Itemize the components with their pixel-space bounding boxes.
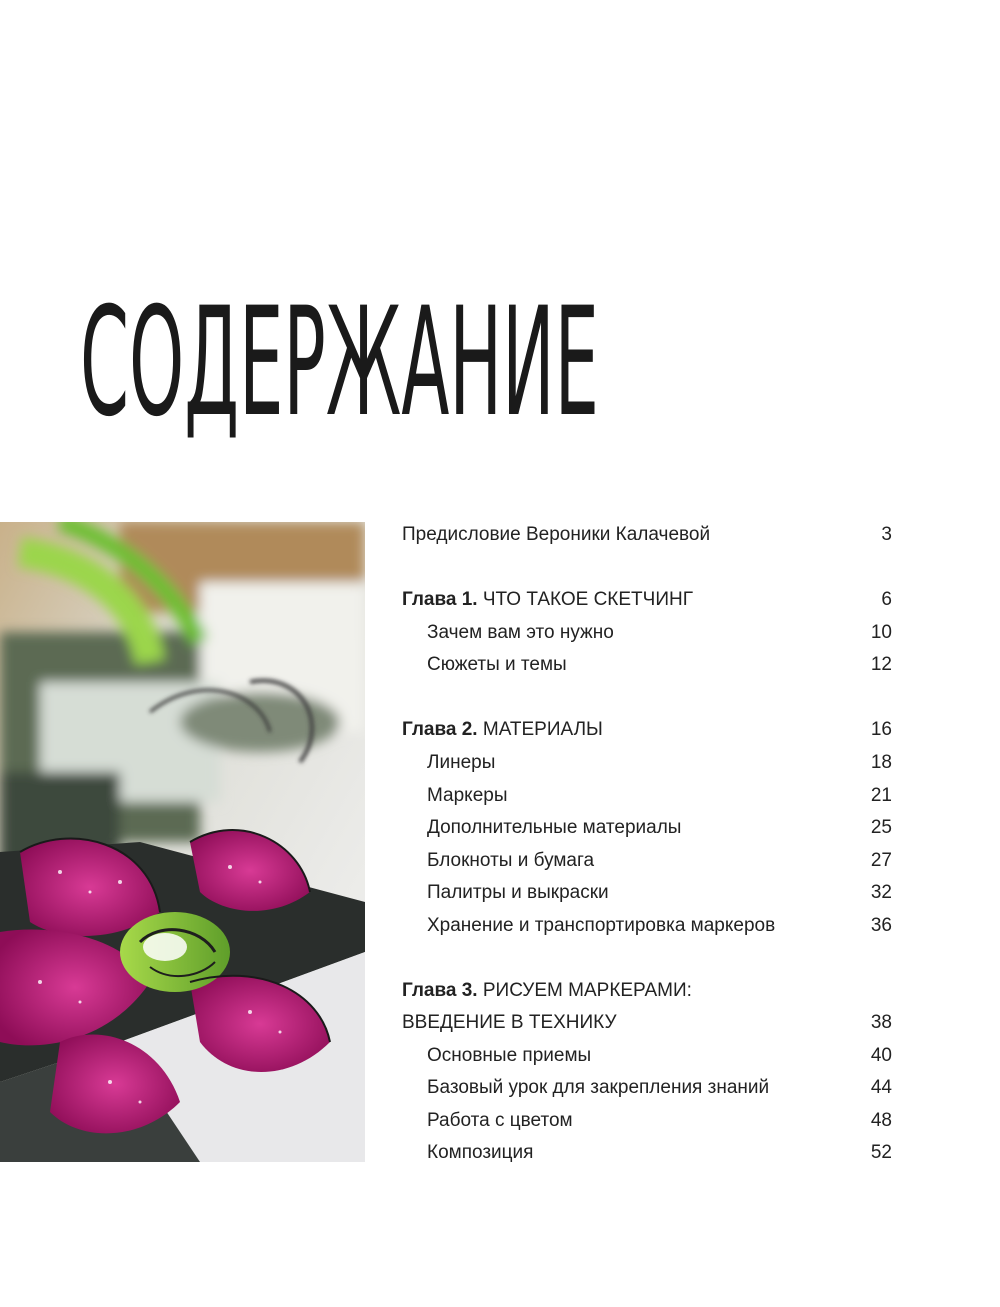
toc-entry[interactable] [427, 911, 892, 941]
toc-page-number: 27 [870, 850, 892, 871]
toc-page-number: 10 [870, 622, 892, 643]
toc-entry[interactable] [427, 1138, 892, 1168]
toc-entry-label [427, 1106, 573, 1136]
toc-entry[interactable] [402, 715, 892, 745]
toc-page-number: 32 [870, 882, 892, 903]
toc-page-number: 3 [881, 524, 892, 545]
toc-page-number: 44 [870, 1077, 892, 1098]
toc-entry-label [427, 911, 775, 941]
toc-entry-label [427, 878, 609, 908]
toc-entry-title: Палитры и выкраски [427, 882, 609, 903]
toc-entry[interactable] [427, 846, 892, 876]
chapter-prefix: Глава 1. [402, 589, 478, 610]
toc-entry-label [402, 585, 693, 615]
toc-entry[interactable] [427, 650, 892, 680]
toc-entry[interactable] [402, 976, 892, 1006]
page-title: СОДЕРЖАНИЕ [80, 276, 599, 450]
toc-page-number: 48 [870, 1110, 892, 1131]
toc-entry-title: Блокноты и бумага [427, 850, 595, 871]
toc-entry-label [427, 1138, 533, 1168]
toc-entry-label [427, 813, 681, 843]
toc-page-number: 38 [870, 1012, 892, 1033]
toc-page-number: 18 [870, 752, 892, 773]
toc-entry-title: ВВЕДЕНИЕ В ТЕХНИКУ [402, 1012, 617, 1033]
toc-entry-title: Композиция [427, 1142, 534, 1163]
toc-entry-label [427, 748, 495, 778]
toc-entry-label [402, 1008, 617, 1038]
toc-entry[interactable] [427, 1073, 892, 1103]
toc-entry-title: ЧТО ТАКОЕ СКЕТЧИНГ [482, 589, 693, 610]
toc-entry[interactable] [427, 1106, 892, 1136]
toc-entry[interactable] [427, 813, 892, 843]
toc-entry[interactable] [427, 618, 892, 648]
toc-entry[interactable] [427, 748, 892, 778]
toc-page-number: 52 [870, 1142, 892, 1163]
toc-entry-title: Линеры [427, 752, 496, 773]
toc-entry-title: Маркеры [427, 785, 508, 806]
toc-entry-title: Зачем вам это нужно [427, 622, 614, 643]
toc-entry-title: РИСУЕМ МАРКЕРАМИ: [482, 980, 692, 1001]
toc-entry-label [427, 1041, 591, 1071]
toc-entry[interactable] [427, 1041, 892, 1071]
toc-page-number: 40 [870, 1045, 892, 1066]
toc-entry-label [427, 618, 614, 648]
toc-entry-label [427, 781, 508, 811]
toc-entry-title: Хранение и транспортировка маркеров [427, 915, 776, 936]
toc-entry-label [402, 976, 692, 1006]
toc-entry-label [402, 715, 603, 745]
toc-entry-title: Предисловие Вероники Калачевой [402, 524, 711, 545]
toc-entry-title: Сюжеты и темы [427, 654, 567, 675]
toc-page-number: 12 [870, 654, 892, 675]
toc-entry-title: Основные приемы [427, 1045, 592, 1066]
toc-entry-label [427, 650, 567, 680]
toc-entry-label [427, 1073, 769, 1103]
toc-entry[interactable] [402, 585, 892, 615]
chapter-prefix: Глава 3. [402, 980, 478, 1001]
toc-page-number: 36 [870, 915, 892, 936]
toc-page-number: 21 [870, 785, 892, 806]
toc-entry-label [427, 846, 594, 876]
toc-entry-title: МАТЕРИАЛЫ [482, 719, 603, 740]
toc-page-number: 25 [870, 817, 892, 838]
toc-entry-title: Дополнительные материалы [427, 817, 682, 838]
toc-entry-title: Базовый урок для закрепления знаний [427, 1077, 770, 1098]
chapter-prefix: Глава 2. [402, 719, 478, 740]
toc-entry[interactable] [427, 781, 892, 811]
toc-entry-label [402, 520, 710, 550]
orchid-sketch-photo [0, 522, 365, 1162]
toc-entry[interactable] [427, 878, 892, 908]
toc-page-number: 16 [870, 719, 892, 740]
toc-entry-title: Работа с цветом [427, 1110, 573, 1131]
toc-page-number: 6 [881, 589, 892, 610]
toc-entry[interactable] [402, 1008, 892, 1038]
toc-entry[interactable] [402, 520, 892, 550]
